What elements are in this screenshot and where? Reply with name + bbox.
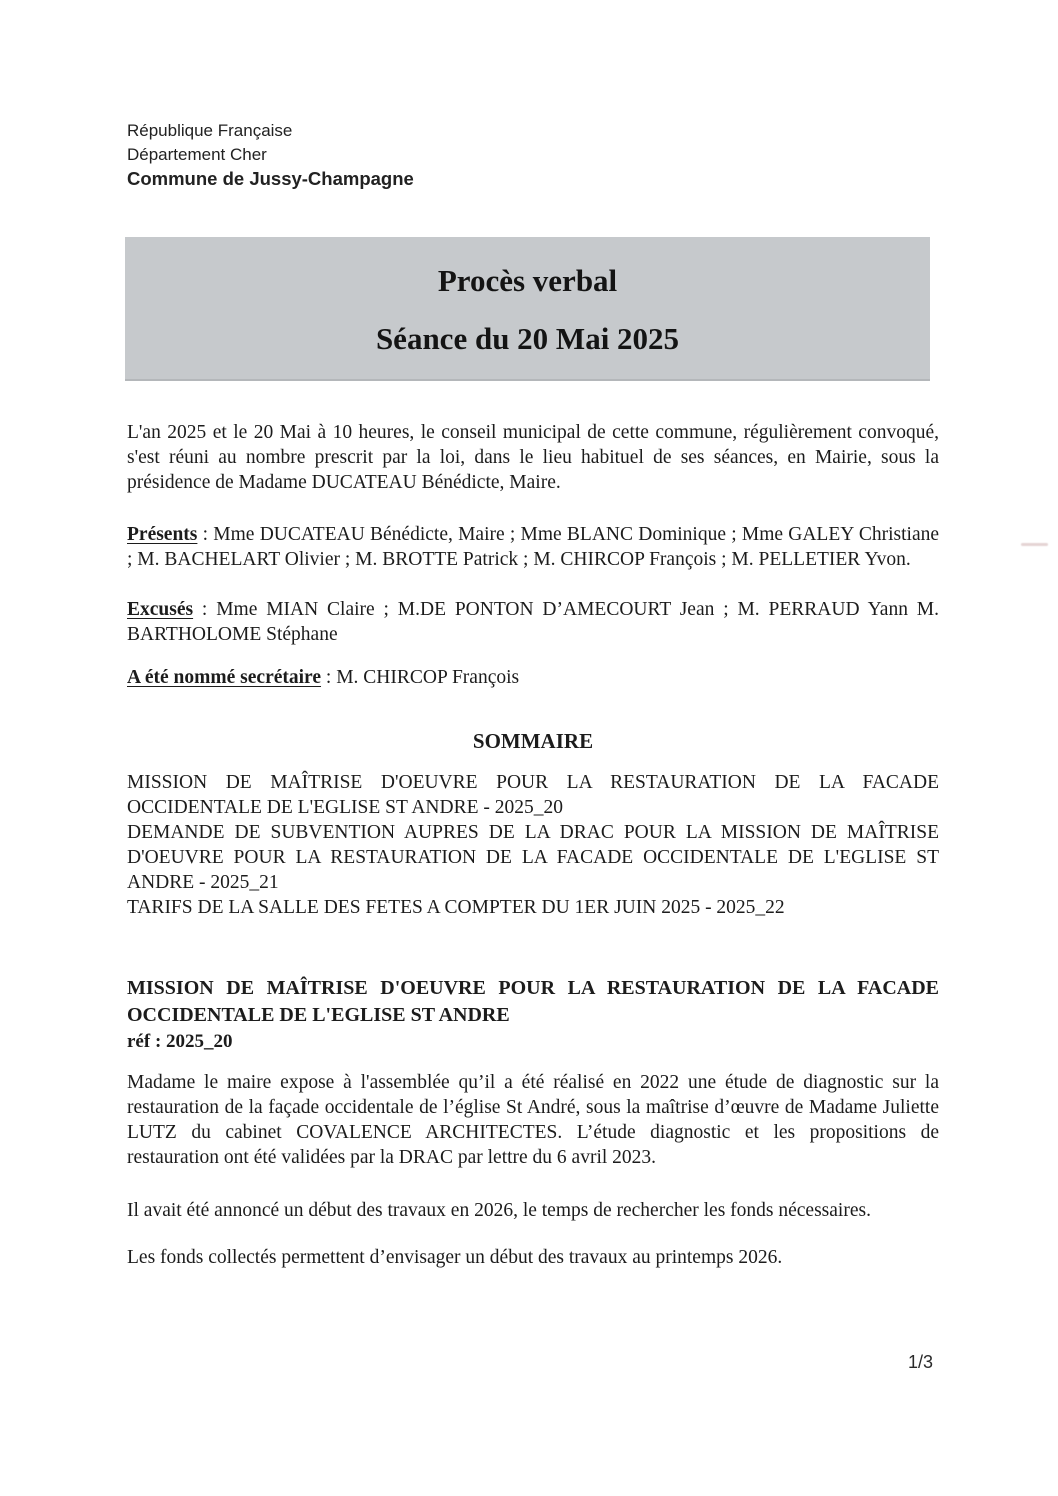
page-number: 1/3: [907, 1352, 933, 1372]
deliberation-title: MISSION DE MAÎTRISE D'OEUVRE POUR LA RESTAURATION DE LA FACADE OCCIDENTALE DE L'EGLISE ST ANDRE: [127, 977, 939, 1026]
deliberation-paragraph: Madame le maire expose à l'assemblée qu’il a été réalisé en 2022 une étude de diagnostic sur la restauration de la façade occidentale de l’église St André, sous la maîtrise d’œuvre de Madame Juliette LUTZ du cabinet COVALENCE ARCHITECTES. L’étude diagnostic et les propositions de restauration ont été validées par la DRAC par lettre du 6 avril 2023.: [127, 1072, 939, 1168]
presents-paragraph: [127, 522, 939, 572]
sommaire-item: MISSION DE MAÎTRISE D'OEUVRE POUR LA RESTAURATION DE LA FACADE OCCIDENTALE DE L'EGLISE ST ANDRE - 2025_20: [127, 772, 939, 818]
excuses-paragraph: [127, 597, 939, 647]
deliberation-ref: réf : 2025_20: [127, 1031, 233, 1052]
document-title: Procès verbal: [437, 263, 618, 298]
excuses-separator: :: [193, 599, 217, 620]
sommaire-item: DEMANDE DE SUBVENTION AUPRES DE LA DRAC POUR LA MISSION DE MAÎTRISE D'OEUVRE POUR LA RESTAURATION DE LA FACADE OCCIDENTALE DE L'EGLISE ST ANDRE - 2025_21: [127, 822, 939, 893]
scan-artifact-mark: [1021, 543, 1048, 546]
document-content: [127, 0, 939, 1270]
commune-line: Commune de Jussy-Champagne: [127, 168, 414, 189]
intro-paragraph: L'an 2025 et le 20 Mai à 10 heures, le conseil municipal de cette commune, régulièrement convoqué, s'est réuni au nombre prescrit par la loi, dans le lieu habituel de ses séances, en Mairie, sous la présidence de Madame DUCATEAU Bénédicte, Maire.: [127, 422, 939, 493]
republic-line: République Française: [127, 121, 293, 140]
title-banner: [125, 237, 930, 381]
deliberation-paragraph: Il avait été annoncé un début des travaux en 2026, le temps de rechercher les fonds nécessaires.: [127, 1200, 871, 1221]
secretary-paragraph: [127, 665, 939, 690]
sommaire-heading: SOMMAIRE: [472, 729, 594, 753]
secretary-separator: :: [321, 667, 337, 688]
department-line: Département Cher: [127, 145, 267, 164]
excuses-text: Mme MIAN Claire ; M.DE PONTON D’AMECOURT Jean ; M. PERRAUD Yann M. BARTHOLOME Stéphane: [127, 599, 939, 645]
sommaire-item: TARIFS DE LA SALLE DES FETES A COMPTER DU 1ER JUIN 2025 - 2025_22: [127, 897, 785, 918]
excuses-label: Excusés: [127, 599, 194, 620]
secretary-label: A été nommé secrétaire: [127, 667, 322, 688]
session-date-title: Séance du 20 Mai 2025: [375, 321, 680, 356]
presents-text: Mme DUCATEAU Bénédicte, Maire ; Mme BLANC Dominique ; Mme GALEY Christiane ; M. BACHELART Olivier ; M. BROTTE Patrick ; M. CHIRCOP François ; M. PELLETIER Yvon.: [127, 524, 939, 570]
sommaire-list: [127, 770, 939, 920]
administrative-header: [127, 119, 939, 191]
presents-separator: :: [197, 524, 214, 545]
secretary-text: M. CHIRCOP François: [336, 667, 520, 688]
presents-label: Présents: [127, 524, 198, 545]
deliberation-paragraph: Les fonds collectés permettent d’envisager un début des travaux au printemps 2026.: [127, 1247, 783, 1268]
